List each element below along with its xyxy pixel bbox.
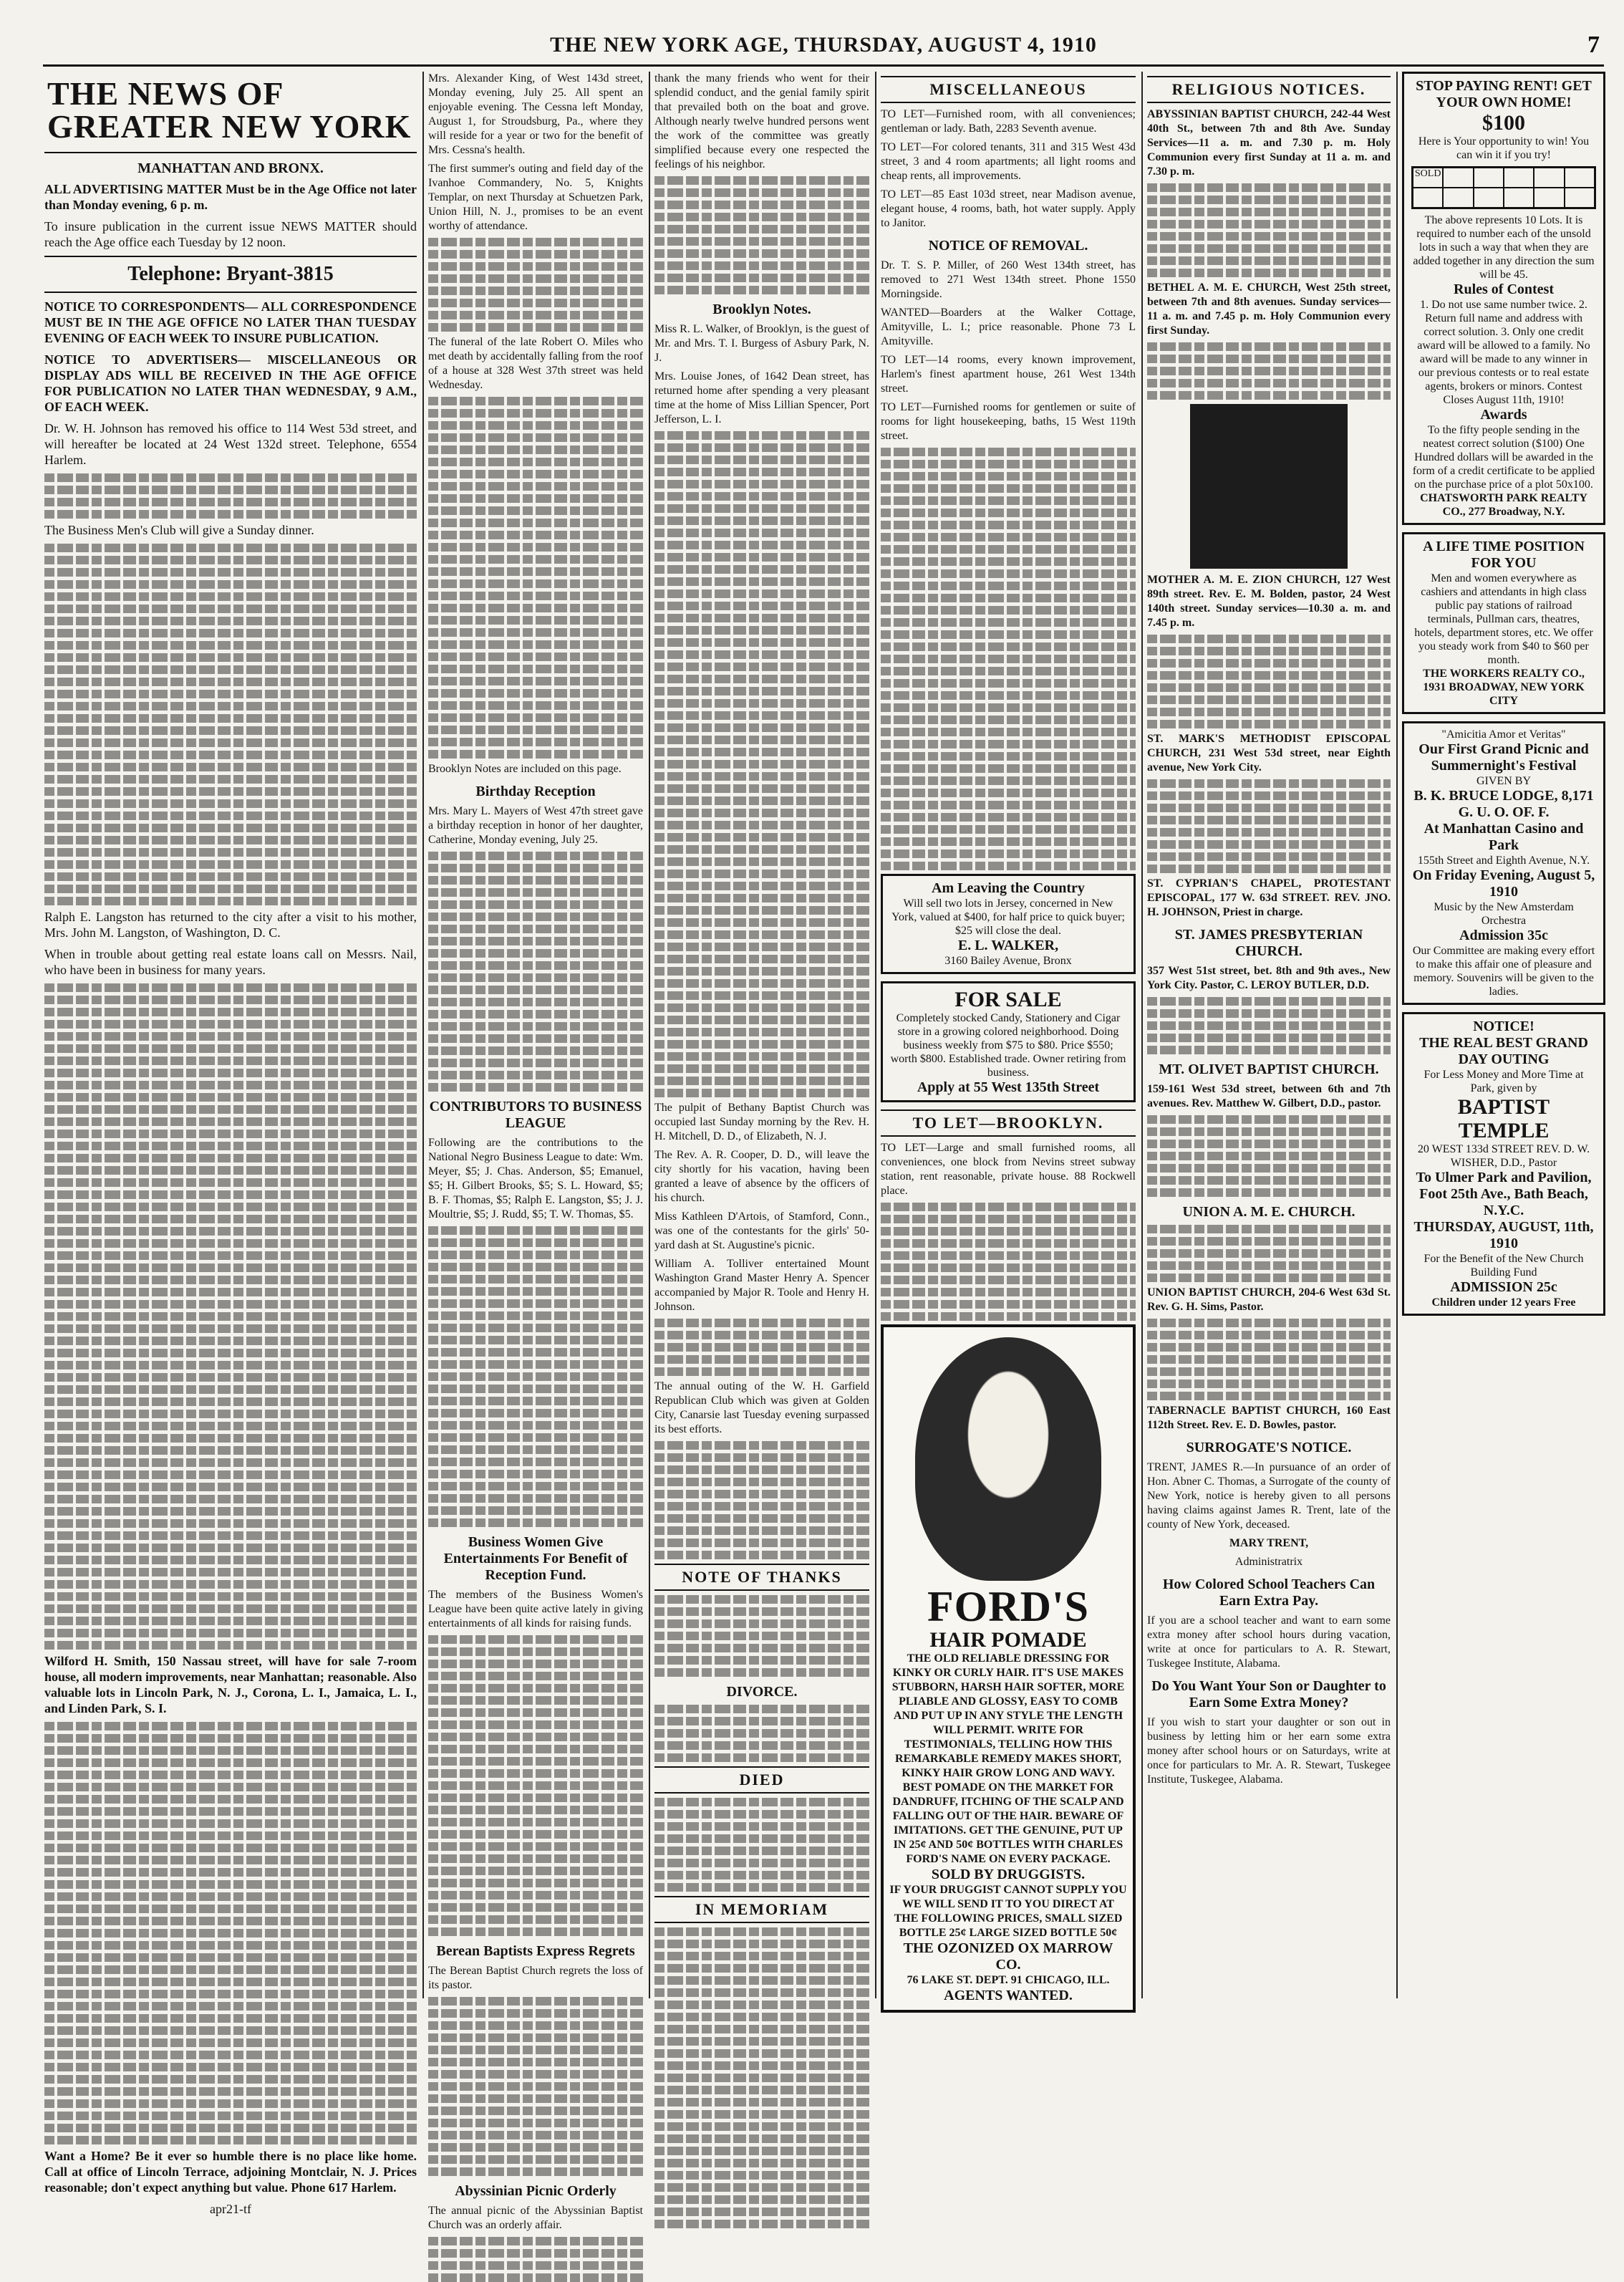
ad3-given-by: GIVEN BY [1476,775,1531,787]
pomade-text: THE OLD RELIABLE DRESSING FOR KINKY OR CURLY HAIR. IT'S USE MAKES STUBBORN, HARSH HAIR SOFTER, MORE PLIABLE AND GLOSSY, EASY TO COMB AND PUT UP IN ANY STYLE THE LENGTH WILL PERMIT. WRITE FOR TESTIMONIALS, TELLING HOW THIS REMARKABLE REMEDY MAKES SHORT, KINKY HAIR GROW LONG AND WAVY. BEST POMADE ON THE MARKET FOR DANDRUFF, ITCHING OF THE SCALP AND FALLING OUT OF THE HAIR. BEWARE OF IMITATIONS. GET THE GENUINE, PUT UP IN 25¢ AND 50¢ BOTTLES WITH CHARLES FORD'S NAME ON EVERY PACKAGE. [891,1652,1125,1865]
news-item: thank the many friends who went for their splendid conduct, and the genial family spirit that prevailed both on the boat and grove. Although nearly twelve hundred persons went the work of the committee was greatly simplified because every one respected the feelings of his neighbor. [654,72,869,170]
heading-divorce: DIVORCE. [726,1684,798,1700]
ad-leaving-title: Am Leaving the Country [932,880,1085,896]
heading-surrogate: SURROGATE'S NOTICE. [1186,1440,1352,1455]
column-news [44,72,417,2216]
news-item: The first summer's outing and field day of the Ivanhoe Commandery, No. 5, Knights Templar, on next Thursday at Schuetzen Park, Union Hill, N. J., promises to be an event worthy of attendance. [428,163,643,232]
pomade-addr: 76 LAKE ST. DEPT. 91 CHICAGO, ILL. [907,1974,1110,1986]
news-item: The annual outing of the W. H. Garfield Republican Club which was given at Golden City, Canarsie last Tuesday evening surpassed its best efforts. [654,1380,869,1435]
heading-died: DIED [654,1766,869,1794]
ad3-title: Our First Grand Picnic and Summernight's Festival [1418,741,1589,774]
ad-life-time-position [1402,532,1605,714]
surrogate-name: MARY TRENT, [1229,1537,1309,1549]
ad3-motto: "Amicitia Amor et Veritas" [1441,728,1566,741]
ad3-lodge: B. K. BRUCE LODGE, 8,171 G. U. O. OF. F. [1413,788,1594,820]
pomade-company: THE OZONIZED OX MARROW CO. [903,1940,1113,1973]
classified: Dr. T. S. P. Miller, of 260 West 134th street, has removed to 271 West 134th street. Phone 1550 Morningside. [881,259,1136,300]
ad1-rules-title: Rules of Contest [1454,281,1554,297]
news-item: The Business Men's Club will give a Sunday dinner. [44,523,314,537]
news-item: Dr. W. H. Johnson has removed his office to 114 West 53d street, and will hereafter be located at 24 West 132d street. Telephone, 6554 Harlem. [44,421,417,467]
news-item: Following are the contributions to the National Negro Business League to date: Wm. Meyer, $5; J. Chas. Anderson, $5; Emanuel, $5; H. Gilbert Brooks, $5; S. L. Howard, $5; B. F. Thomas, $5; Ralph E. Langston, $5; J. J. Moultrie, $5; J. Rudd, $5; T. W. Thomas, $5. [428,1137,643,1221]
ad4-date: THURSDAY, AUGUST, 11th, 1910 [1413,1219,1594,1251]
ad1-rules: 1. Do not use same number twice. 2. Return full name and address with correct solution. 3. Only one credit award will be allowed to a family. No award will be made to any winner in our previous contests or to real estate agents, brokers or minors. Contest Closes August 11th, 1910! [1417,299,1590,406]
pomade-brand: FORD'S [927,1583,1090,1630]
ad2-company: THE WORKERS REALTY CO., 1931 BROADWAY, NEW YORK CITY [1423,668,1585,707]
heading-removal: NOTICE OF REMOVAL. [928,238,1088,254]
news-item: William A. Tolliver entertained Mount Washington Grand Master Henry A. Spencer accompanied by Major R. Toole and Henry H. Johnson. [654,1258,869,1313]
ad4-notice: NOTICE! [1473,1019,1534,1034]
ad4-addr: 20 WEST 133d STREET REV. D. W. WISHER, D.D., Pastor [1417,1143,1590,1169]
pomade-brand-2: HAIR POMADE [929,1628,1087,1652]
news-item: The Rev. A. R. Cooper, D. D., will leave the city shortly for his vacation, having been granted a leave of absence by the officers of his church. [654,1149,869,1204]
ad3-text: Our Committee are making every effort to make this affair one of pleasure and memory. Souvenirs will be given to the ladies. [1412,945,1595,998]
notice-news-matter: To insure publication in the current issue NEWS MATTER should reach the Age office each Tuesday by 12 noon. [44,219,417,249]
church-notice: ST. CYPRIAN'S CHAPEL, PROTESTANT EPISCOPAL, 177 W. 63d STREET. REV. JNO. H. JOHNSON, Priest in charge. [1147,877,1391,918]
heading-brooklyn-let: TO LET—BROOKLYN. [881,1109,1136,1137]
heading-business-women: Business Women Give Entertainments For Benefit of Reception Fund. [443,1534,628,1583]
ad4-benefit: For the Benefit of the New Church Building Fund [1424,1253,1584,1279]
ad4-place: To Ulmer Park and Pavilion, Foot 25th Ave., Bath Beach, N.Y.C. [1416,1170,1592,1218]
ad1-prize: $100 [1482,111,1525,135]
heading-religious: RELIGIOUS NOTICES. [1147,76,1391,103]
news-item: Mrs. Alexander King, of West 143d street, Monday evening, July 25. All spent an enjoyable evening. The Cessna left Monday, August 1, for Stroudsburg, Pa., where they will reside for a year or two for the benefit of Mrs. Cessna's health. [428,72,643,156]
ad-smith: Wilford H. Smith, 150 Nassau street, will have for sale 7-room house, all modern improvements, near Manhattan; reasonable. Also valuable lots in Lincoln Park, N. J., Corona, L. I., Jamaica, L. I., and Linden Park, S. I. [44,1654,417,1715]
ad-for-sale [881,981,1136,1102]
news-item: The members of the Business Women's League have been quite active lately in giving entertainments of all kinds for raising funds. [428,1589,643,1629]
ad-sale-title: FOR SALE [954,988,1062,1011]
news-item: The Berean Baptist Church regrets the loss of its pastor. [428,1965,643,1991]
ad1-desc: The above represents 10 Lots. It is required to number each of the unsold lots in such a way that when they are added together in any direction the sum will be 45. [1413,214,1595,281]
ad-leaving-name: E. L. WALKER, [957,938,1059,953]
ad4-sub: For Less Money and More Time at Park, given by [1424,1069,1584,1094]
ad4-children: Children under 12 years Free [1431,1296,1576,1309]
ad1-awards: To the fifty people sending in the neatest correct solution ($100) One Hundred dollars will be awarded in the form of a credit certificate to be applied on the purchase price of a plot 50x100. [1412,424,1595,491]
ad4-admission: ADMISSION 25c [1450,1279,1557,1295]
ad-bruce-lodge [1402,721,1605,1005]
ad2-text: Men and women everywhere as cashiers and attendants in high class public pay stations of railroad terminals, Pullman cars, theatres, hotels, department stores, etc. We offer you steady work from $40 to $60 per month. [1414,572,1593,666]
classified: TO LET—For colored tenants, 311 and 315 West 43d street, 3 and 4 room apartments; all light rooms and cheap rents, all improvements. [881,141,1136,182]
ad-leaving-country [881,874,1136,974]
church-notice: UNION BAPTIST CHURCH, 204-6 West 63d St. Rev. G. H. Sims, Pastor. [1147,1286,1391,1313]
classified: TO LET—14 rooms, every known improvement, Harlem's finest apartment house, 261 West 134th street. [881,354,1136,395]
heading-thanks: NOTE OF THANKS [654,1564,869,1591]
news-item: Mrs. Louise Jones, of 1642 Dean street, has returned home after spending a very pleasant time at the home of Miss Lillian Spencer, Port Jefferson, L. I. [654,370,869,425]
column-ads [1402,72,1605,1998]
ad-fords-pomade [881,1324,1136,2013]
ad2-title: A LIFE TIME POSITION FOR YOU [1423,539,1585,571]
date-tag: apr21-tf [210,2202,251,2216]
church-notice: 159-161 West 53d street, between 6th and 7th avenues. Rev. Matthew W. Gilbert, D.D., pastor. [1147,1083,1391,1109]
column-classifieds [881,72,1136,2003]
heading-memoriam: IN MEMORIAM [654,1896,869,1923]
lot-sold-label: SOLD [1413,168,1443,188]
heading-picnic: Abyssinian Picnic Orderly [455,2183,617,2199]
column-news-2 [428,72,643,2231]
pomade-sold: SOLD BY DRUGGISTS. [931,1867,1086,1882]
church-notice: 357 West 51st street, bet. 8th and 9th aves., New York City. Pastor, C. LEROY BUTLER, D.D. [1147,965,1391,991]
ad-leaving-text: Will sell two lots in Jersey, concerned in New York, valued at $400, for half price to quick buyer; $25 will close the deal. [891,897,1125,937]
ad3-place: At Manhattan Casino and Park [1424,821,1584,853]
heading-berean: Berean Baptists Express Regrets [436,1943,635,1959]
notice-advertisers: NOTICE TO ADVERTISERS— MISCELLANEOUS OR DISPLAY ADS WILL BE RECEIVED IN THE AGE OFFICE FOR PUBLICATION NO LATER THAN WEDNESDAY, 9 A.M., OF EACH WEEK. [44,352,417,414]
classified: TO LET—Furnished room, with all conveniences; gentleman or lady. Bath, 2283 Seventh avenue. [881,108,1136,135]
classified: TO LET—Furnished rooms for gentlemen or suite of rooms for light housekeeping, baths, 15 West 119th street. [881,401,1136,442]
ad3-music: Music by the New Amsterdam Orchestra [1434,901,1574,927]
surrogate-role: Administratrix [1234,1556,1303,1568]
church-notice: ABYSSINIAN BAPTIST CHURCH, 242-44 West 40th St., between 7th and 8th Ave. Sunday Services—11 a. m. and 7.30 p. m. Holy Communion every first Sunday at 11 a. m. and 7.30 p. m. [1147,108,1391,178]
ad3-place-addr: 155th Street and Eighth Avenue, N.Y. [1417,854,1590,867]
section-subtitle: MANHATTAN AND BRONX. [137,160,324,176]
telephone: Telephone: Bryant-3815 [44,256,417,293]
classified: WANTED—Boarders at the Walker Cottage, Amityville, L. I.; price reasonable. Phone 73 L Amityville. [881,307,1136,347]
ad1-prize-text: Here is Your opportunity to win! You can win it if you try! [1418,135,1590,161]
church-notice: MOTHER A. M. E. ZION CHURCH, 127 West 89th street. Rev. E. M. Bolden, pastor, 24 West 140th street. Sunday services—10.30 a. m. and 7.45 p. m. [1147,574,1391,629]
column-religious [1147,72,1391,1998]
masthead [43,29,1604,67]
notice-teachers: If you are a school teacher and want to earn some extra money after school hours during vacation, write at once for particulars to A. R. Stewart, Tuskegee Institute, Alabama. [1147,1614,1391,1670]
column-news-3 [654,72,869,1998]
ad3-date: On Friday Evening, August 5, 1910 [1412,867,1595,900]
church-notice: TABERNACLE BAPTIST CHURCH, 160 East 112th Street. Rev. E. D. Bowles, pastor. [1147,1405,1391,1431]
church-notice: BETHEL A. M. E. CHURCH, West 25th street, between 7th and 8th avenues. Sunday services—11 a. m. and 7.45 p. m. Holy Communion every first Sunday. [1147,281,1391,337]
surrogate-notice: TRENT, JAMES R.—In pursuance of an order of Hon. Abner C. Thomas, a Surrogate of the county of New York, notice is hereby given to all persons having claims against James R. Trent, late of the county of New York, deceased. [1147,1461,1391,1531]
ad3-admission: Admission 35c [1459,928,1548,943]
news-item: The funeral of the late Robert O. Miles who met death by accidentally falling from the roof of a house at 328 West 37th street was held Wednesday. [428,336,643,391]
heading-st-james: ST. JAMES PRESBYTERIAN CHURCH. [1174,927,1363,959]
heading-mt-olivet: MT. OLIVET BAPTIST CHURCH. [1159,1061,1379,1077]
woman-portrait-image [915,1337,1101,1581]
ad-stop-paying-rent [1402,72,1605,525]
news-item: When in trouble about getting real estate loans call on Messrs. Nail, who have been in business for many years. [44,947,417,977]
news-item: Brooklyn Notes are included on this page. [428,763,622,775]
ad1-company: CHATSWORTH PARK REALTY CO., 277 Broadway, N.Y. [1420,492,1587,518]
ad-sale-addr: Apply at 55 West 135th Street [917,1079,1100,1095]
heading-union: UNION A. M. E. CHURCH. [1182,1204,1355,1220]
ad1-title: STOP PAYING RENT! GET YOUR OWN HOME! [1416,78,1592,110]
news-item: The pulpit of Bethany Baptist Church was occupied last Sunday morning by the Rev. H. H. Mitchell, D. D., of Elizabeth, N. J. [654,1102,869,1142]
section-title: THE NEWS OF GREATER NEW YORK [44,72,417,153]
heading-contributors: CONTRIBUTORS TO BUSINESS LEAGUE [429,1099,642,1131]
ad-leaving-addr: 3160 Bailey Avenue, Bronx [944,955,1072,967]
notice-son: If you wish to start your daughter or son out in business by letting him or her earn some extra money after school hours or on Saturdays, write at once for particulars to Mr. A. R. Stewart, Tuskegee Institute, Tuskegee, Alabama. [1147,1716,1391,1786]
news-item: Miss Kathleen D'Artois, of Stamford, Conn., was one of the contestants for the girls' 50-yard dash at St. Augustine's picnic. [654,1210,869,1251]
classified: TO LET—85 East 103d street, near Madison avenue, elegant house, 4 rooms, bath, hot water supply. Apply to Janitor. [881,188,1136,229]
ad4-church: BAPTIST TEMPLE [1457,1095,1550,1142]
heading-brooklyn: Brooklyn Notes. [712,302,811,317]
classified: TO LET—Large and small furnished rooms, all conveniences, one block from Nevins street subway station, rent reasonable, private house. 88 Rockwell place. [881,1142,1136,1197]
notice-advertising: ALL ADVERTISING MATTER Must be in the Age Office not later than Monday evening, 6 p. m. [44,182,417,212]
news-item: The annual picnic of the Abyssinian Baptist Church was an orderly affair. [428,2205,643,2231]
news-item: Mrs. Mary L. Mayers of West 47th street gave a birthday reception in honor of her daughter, Catherine, Monday evening, July 25. [428,805,643,846]
heading-misc: MISCELLANEOUS [881,76,1136,103]
church-photo-image [1190,404,1348,569]
ad-baptist-temple [1402,1012,1605,1316]
news-item: Ralph E. Langston has returned to the city after a visit to his mother, Mrs. John M. Langston, of Washington, D. C. [44,910,417,940]
page-number: 7 [1587,32,1600,58]
pomade-text-2: IF YOUR DRUGGIST CANNOT SUPPLY YOU WE WILL SEND IT TO YOU DIRECT AT THE FOLLOWING PRICES, SMALL SIZED BOTTLE 25¢ LARGE SIZED BOTTLE 50¢ [889,1884,1127,1939]
ad-sale-text: Completely stocked Candy, Stationery and Cigar store in a growing colored neighborhood. Doing business weekly from $75 to $80. Price $550; worth $800. Established trade. Owner retiring from business. [890,1012,1126,1079]
ad1-awards-title: Awards [1480,407,1527,423]
ad4-title: THE REAL BEST GRAND DAY OUTING [1419,1035,1588,1067]
masthead-title: THE NEW YORK AGE, THURSDAY, AUGUST 4, 1910 [550,33,1097,57]
ad-home: Want a Home? Be it ever so humble there is no place like home. Call at office of Lincoln Terrace, adjoining Montclair, N. J. Prices reasonable; don't expect anything but value. Phone 617 Harlem. [44,2149,417,2195]
heading-birthday: Birthday Reception [475,784,596,799]
lots-grid [1411,166,1596,209]
heading-teachers: How Colored School Teachers Can Earn Extra Pay. [1162,1576,1376,1609]
notice-correspondents: NOTICE TO CORRESPONDENTS— ALL CORRESPONDENCE MUST BE IN THE AGE OFFICE NO LATER THAN TUESDAY EVENING OF EACH WEEK TO INSURE PUBLICATION. [44,299,417,345]
news-item: Miss R. L. Walker, of Brooklyn, is the guest of Mr. and Mrs. T. I. Burgess of Asbury Park, N. J. [654,323,869,364]
heading-son: Do You Want Your Son or Daughter to Earn Some Extra Money? [1151,1678,1386,1710]
church-notice: ST. MARK'S METHODIST EPISCOPAL CHURCH, 231 West 53d street, near Eighth avenue, New York City. [1147,733,1391,774]
pomade-agents: AGENTS WANTED. [944,1988,1073,2003]
